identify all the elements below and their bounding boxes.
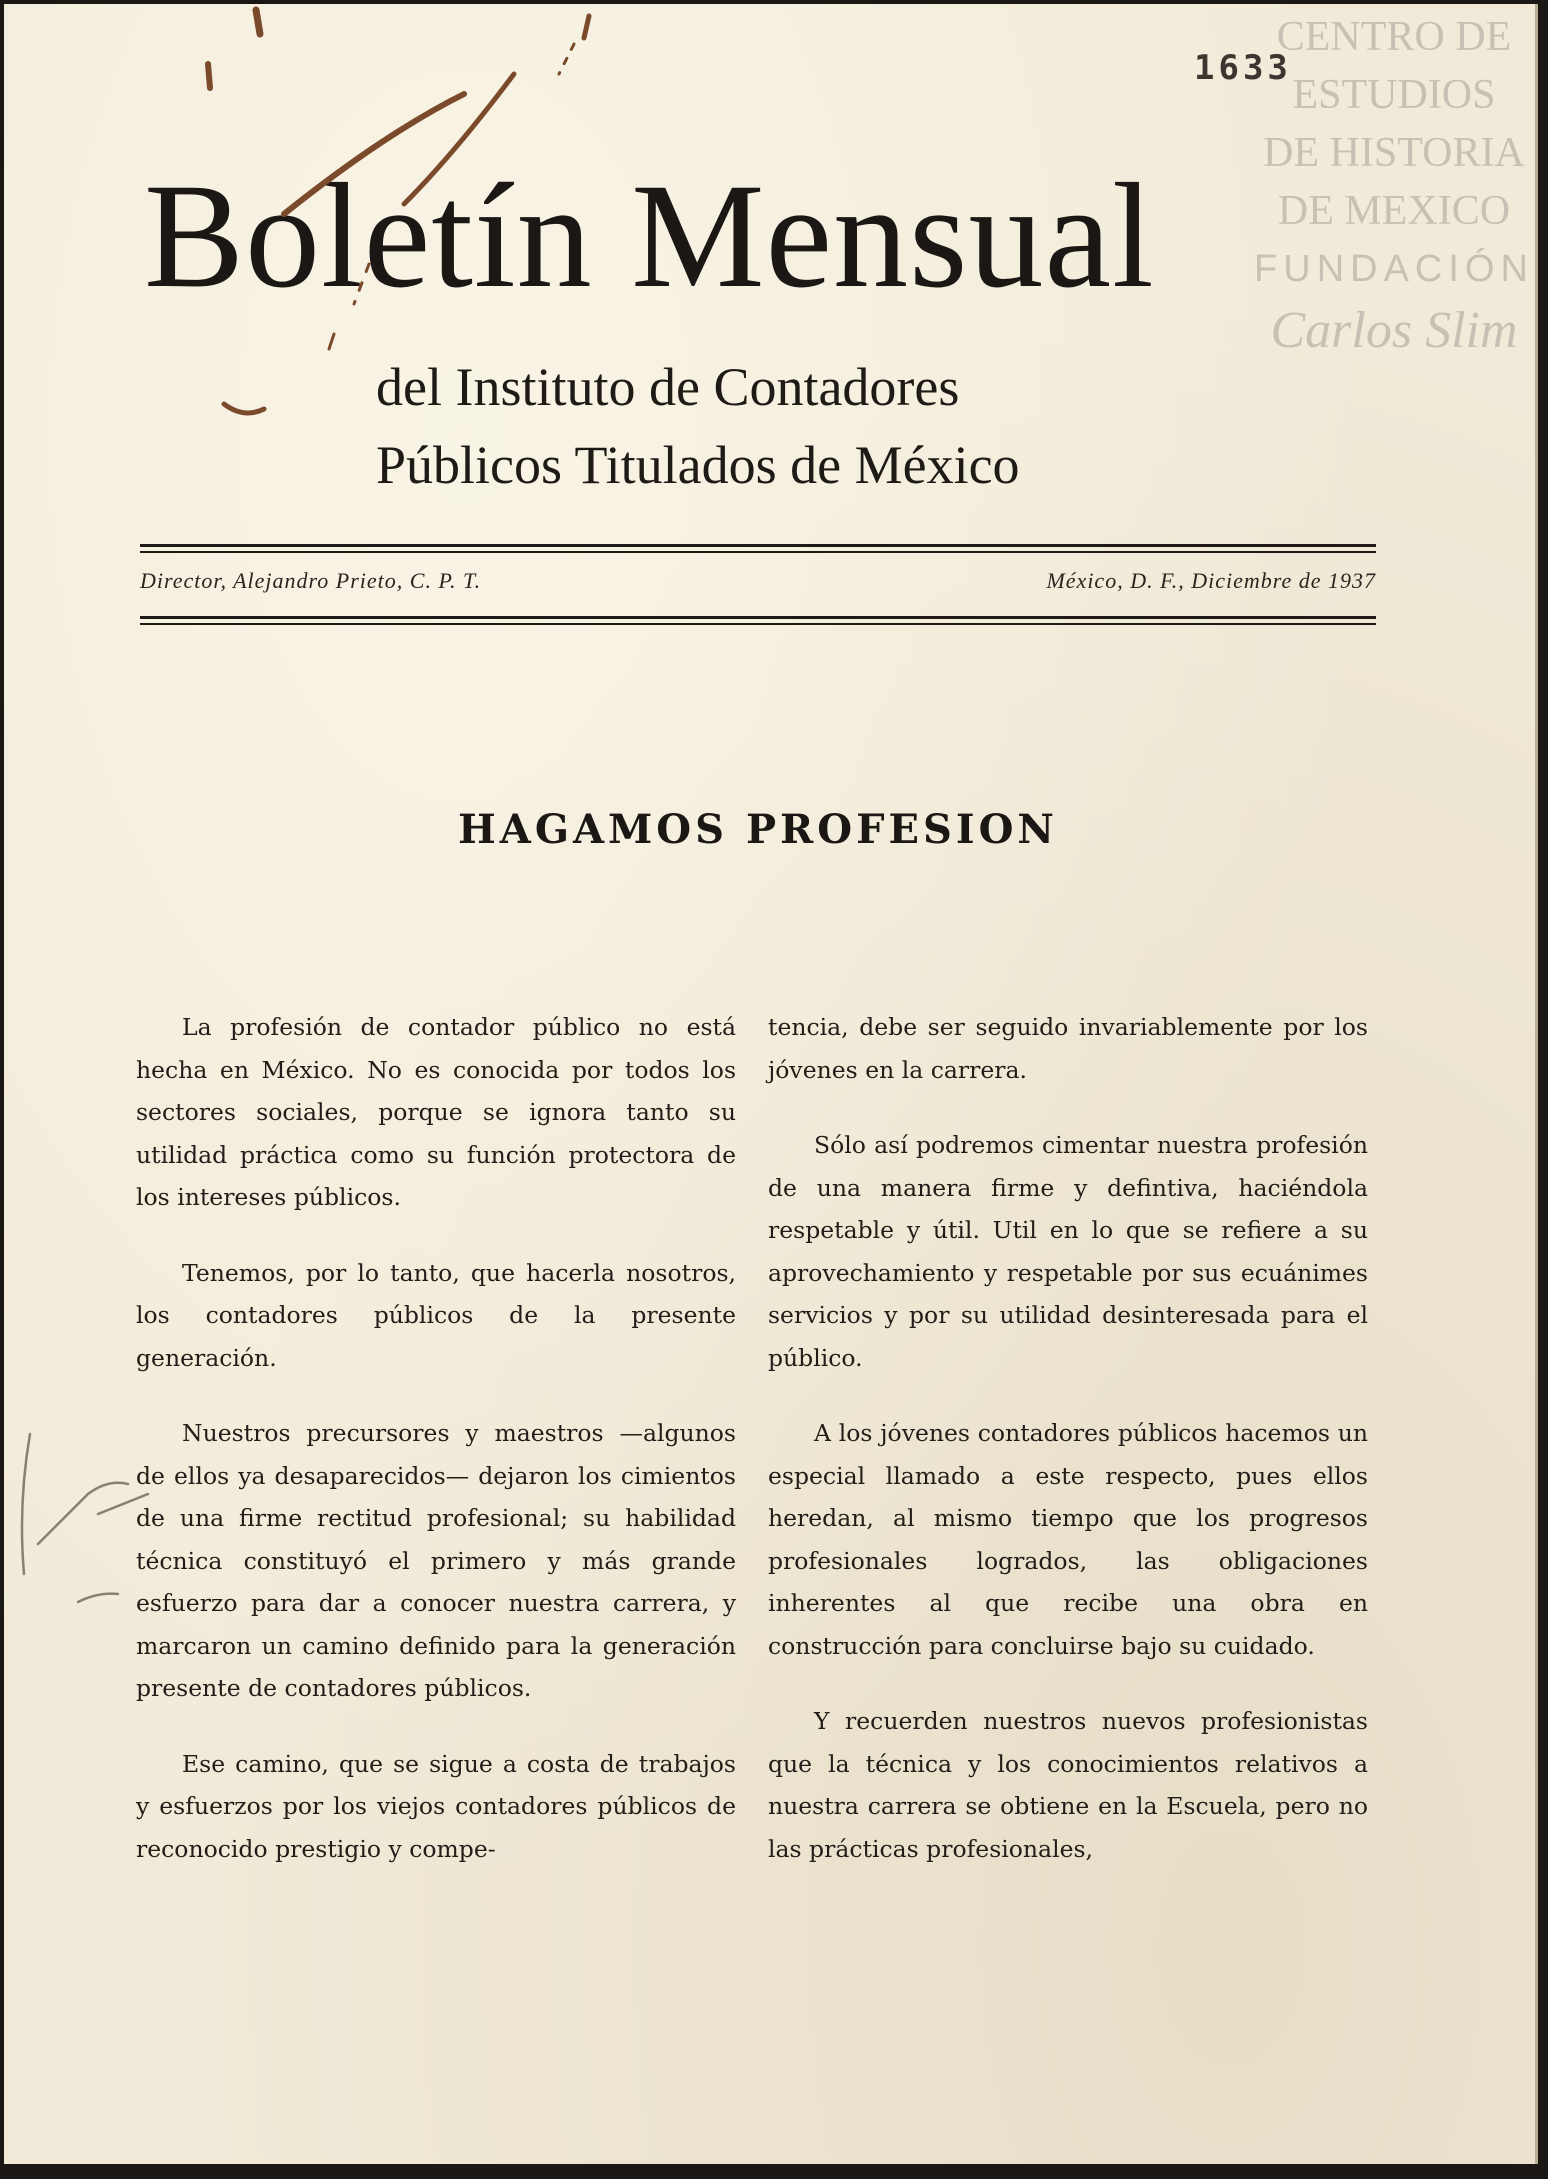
paragraph: Sólo así podremos cimentar nuestra profesión de una manera firme y defintiva, haciéndola respetable y útil. Util en lo que se refiere a su aprovechamiento y respetable por sus ecuánimes servicios y por su utilidad desinteresada para el público. <box>768 1131 1368 1372</box>
watermark-line-3: DE HISTORIA <box>1263 130 1525 176</box>
subtitle-line-1: del Instituto de Contadores <box>376 357 960 417</box>
subtitle-line-2: Públicos Titulados de México <box>376 435 1020 495</box>
article-column-left <box>136 1006 736 1903</box>
watermark-line-5: FUNDACIÓN <box>1254 248 1534 290</box>
masthead-rule-bottom <box>140 616 1376 625</box>
masthead-rule-top <box>140 544 1376 553</box>
paragraph: Y recuerden nuestros nuevos profesionistas que la técnica y los conocimientos relativos a nuestra carrera se obtiene en la Escuela, pero no las prácticas profesionales, <box>768 1707 1368 1863</box>
article-headline: HAGAMOS PROFESION <box>457 806 1058 853</box>
article-column-right <box>768 1006 1368 1903</box>
paragraph: La profesión de contador público no está hecha en México. No es conocida por todos los sectores sociales, porque se ignora tanto su utilidad práctica como su función protectora de los intereses públicos. <box>136 1013 736 1211</box>
director-credit: Director, Alejandro Prieto, C. P. T. <box>140 568 482 593</box>
paragraph: Nuestros precursores y maestros —algunos de ellos ya desaparecidos— dejaron los cimientos de una firme rectitud profesional; su habilidad técnica constituyó el primero y más grande esfuerzo para dar a conocer nuestra carrera, y marcaron un camino definido para la generación presente de contadores públicos. <box>136 1419 736 1702</box>
catalog-number: 1633 <box>1194 48 1292 88</box>
masthead-title: Boletín Mensual <box>144 153 1155 319</box>
watermark-signature: Carlos Slim <box>1270 302 1518 359</box>
newsletter-page <box>4 4 1538 2164</box>
paragraph: A los jóvenes contadores públicos hacemos un especial llamado a este respecto, pues ellos heredan, al mismo tiempo que los progresos profesionales logrados, las obligaciones inherentes al que recibe una obra en construcción para concluirse bajo su cuidado. <box>768 1419 1368 1660</box>
place-date: México, D. F., Diciembre de 1937 <box>1046 568 1376 593</box>
paragraph: Ese camino, que se sigue a costa de trabajos y esfuerzos por los viejos contadores públicos de reconocido prestigio y compe- <box>136 1749 736 1863</box>
paragraph: tencia, debe ser seguido invariablemente por los jóvenes en la carrera. <box>768 1013 1368 1084</box>
watermark-line-1: CENTRO DE <box>1276 14 1512 60</box>
masthead-subtitle <box>376 348 1020 504</box>
watermark-line-4: DE MEXICO <box>1277 188 1511 234</box>
watermark-line-2: ESTUDIOS <box>1292 72 1496 118</box>
paragraph: Tenemos, por lo tanto, que hacerla nosotros, los contadores públicos de la presente generación. <box>136 1258 736 1372</box>
